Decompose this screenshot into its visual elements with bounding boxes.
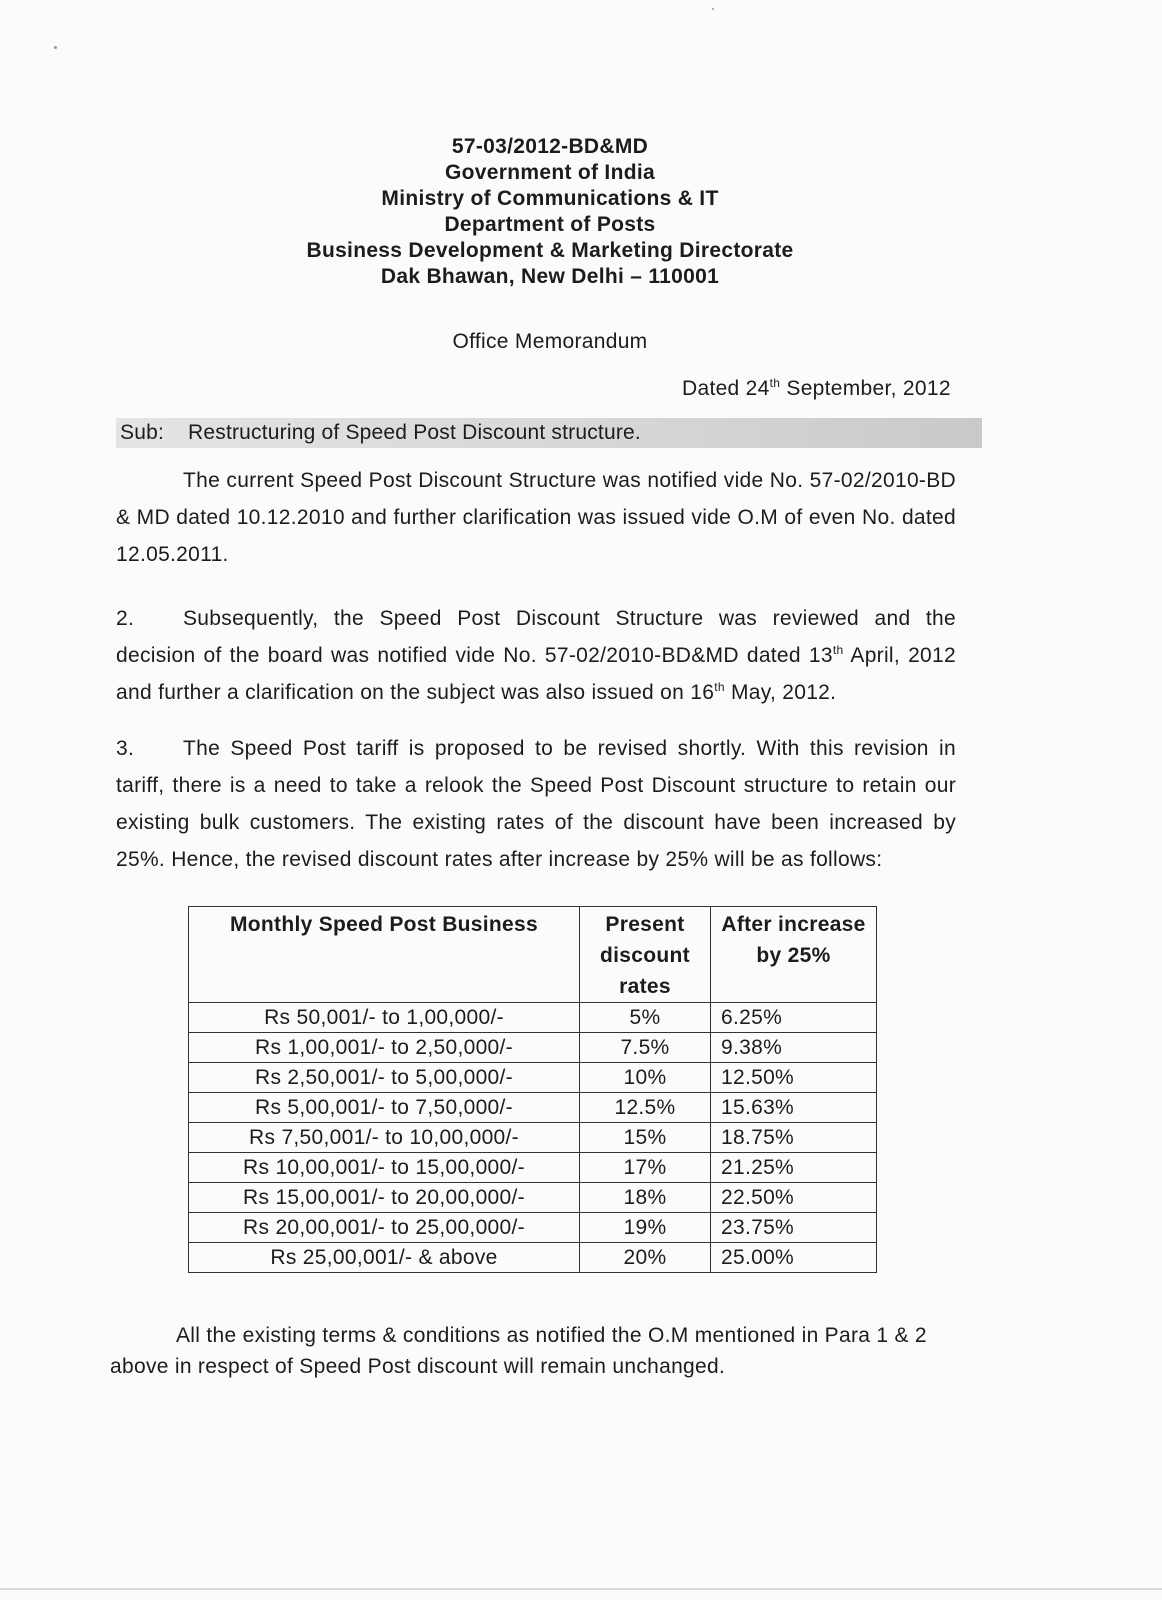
paragraph-3-text: The Speed Post tariff is proposed to be revised shortly. With this revision in tariff, there is a need to take a relook the Speed Post Discount structure to retain our existing bulk customers. The existing rates of the discount have been increased by 25%. Hence, the revised discount rates after increase by 25% will be as follows: [116, 737, 956, 871]
date-ordinal: th [769, 376, 781, 390]
revised-rate-cell: 15.63% [711, 1093, 877, 1123]
present-rate-cell: 5% [580, 1003, 711, 1033]
date-suffix: September, 2012 [780, 377, 951, 400]
paragraph-number: 2. [116, 607, 135, 630]
present-rate-cell: 19% [580, 1213, 711, 1243]
business-range-cell: Rs 15,00,001/- to 20,00,000/- [189, 1183, 580, 1213]
business-range-cell: Rs 10,00,001/- to 15,00,000/- [189, 1153, 580, 1183]
memo-title: Office Memorandum [452, 330, 648, 353]
paragraph-1: The current Speed Post Discount Structure was notified vide No. 57-02/2010-BD & MD dated 10.12.2010 and further clarification was issued vide O.M of even No. dated 12.05.2011. [116, 469, 956, 566]
discount-rates-table [188, 906, 877, 1273]
table-row [189, 1003, 877, 1033]
table-row [189, 1183, 877, 1213]
table-row [189, 1153, 877, 1183]
revised-rate-cell: 23.75% [711, 1213, 877, 1243]
ordinal-sup: th [714, 680, 725, 694]
directorate-name: Business Development & Marketing Directorate [306, 239, 794, 262]
revised-rate-cell: 12.50% [711, 1063, 877, 1093]
memo-date [682, 376, 951, 401]
revised-rate-cell: 18.75% [711, 1123, 877, 1153]
closing-paragraph: All the existing terms & conditions as notified the O.M mentioned in Para 1 & 2 above in respect of Speed Post discount will remain unchanged. [110, 1324, 927, 1378]
paragraph-2-text-b: April, 2012 and further a clarification on the subject was also issued on 16 [116, 644, 956, 704]
table-row [189, 1123, 877, 1153]
scan-speck [54, 46, 57, 49]
table-header-row [189, 907, 877, 1003]
subject-text: Restructuring of Speed Post Discount structure. [188, 421, 641, 444]
header-after-increase: After increase by 25% [711, 907, 877, 1003]
date-prefix: Dated 24 [682, 377, 770, 400]
present-rate-cell: 10% [580, 1063, 711, 1093]
present-rate-cell: 17% [580, 1153, 711, 1183]
table-row [189, 1033, 877, 1063]
business-range-cell: Rs 20,00,001/- to 25,00,000/- [189, 1213, 580, 1243]
revised-rate-cell: 22.50% [711, 1183, 877, 1213]
present-rate-cell: 20% [580, 1243, 711, 1273]
business-range-cell: Rs 2,50,001/- to 5,00,000/- [189, 1063, 580, 1093]
paragraph-2-text-c: May, 2012. [724, 681, 837, 704]
present-rate-cell: 7.5% [580, 1033, 711, 1063]
ordinal-sup: th [832, 643, 844, 657]
business-range-cell: Rs 1,00,001/- to 2,50,000/- [189, 1033, 580, 1063]
business-range-cell: Rs 25,00,001/- & above [189, 1243, 580, 1273]
revised-rate-cell: 21.25% [711, 1153, 877, 1183]
scan-speck [712, 8, 714, 10]
present-rate-cell: 12.5% [580, 1093, 711, 1123]
paragraph-2-text-a: Subsequently, the Speed Post Discount Structure was reviewed and the decision of the board was notified vide No. 57-02/2010-BD&MD dated 13 [116, 607, 956, 667]
ministry-name: Ministry of Communications & IT [381, 187, 719, 210]
table-row [189, 1213, 877, 1243]
present-rate-cell: 15% [580, 1123, 711, 1153]
scan-bottom-edge [0, 1588, 1162, 1590]
business-range-cell: Rs 50,001/- to 1,00,000/- [189, 1003, 580, 1033]
paragraph-2 [116, 600, 956, 711]
business-range-cell: Rs 7,50,001/- to 10,00,000/- [189, 1123, 580, 1153]
business-range-cell: Rs 5,00,001/- to 7,50,000/- [189, 1093, 580, 1123]
subject-label: Sub: [120, 421, 164, 444]
subject-line [116, 418, 982, 448]
department-name: Department of Posts [444, 213, 656, 236]
paragraph-number: 3. [116, 737, 135, 760]
paragraph-3 [116, 730, 956, 878]
file-number: 57-03/2012-BD&MD [451, 135, 649, 158]
office-address: Dak Bhawan, New Delhi – 110001 [380, 265, 720, 288]
revised-rate-cell: 9.38% [711, 1033, 877, 1063]
letterhead [0, 134, 1100, 290]
revised-rate-cell: 25.00% [711, 1243, 877, 1273]
header-present-rates: Present discount rates [580, 907, 711, 1003]
revised-rate-cell: 6.25% [711, 1003, 877, 1033]
government-name: Government of India [445, 161, 655, 184]
table-row [189, 1063, 877, 1093]
table-row [189, 1243, 877, 1273]
table-row [189, 1093, 877, 1123]
present-rate-cell: 18% [580, 1183, 711, 1213]
header-business: Monthly Speed Post Business [189, 907, 580, 1003]
